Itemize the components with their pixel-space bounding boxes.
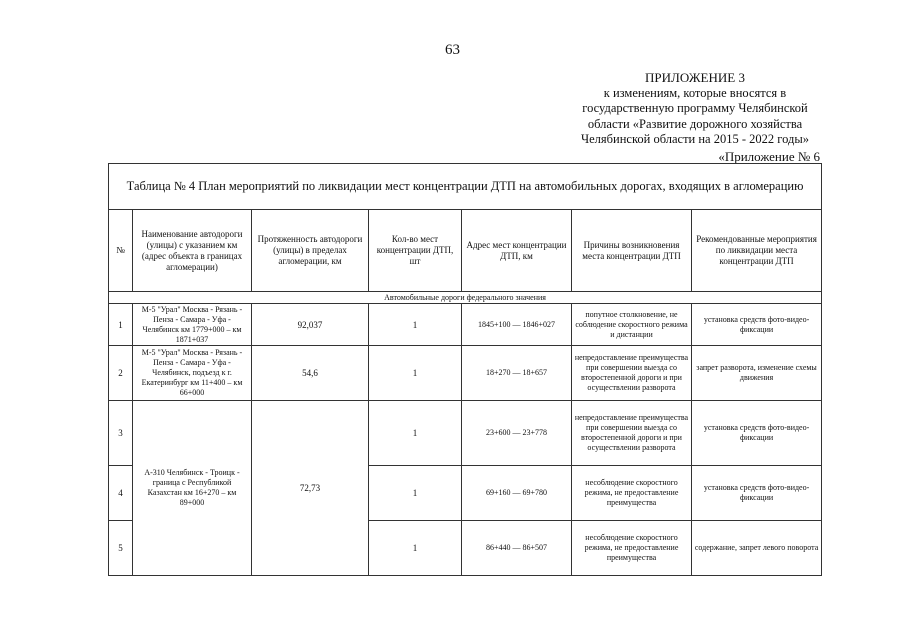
table-row: [109, 401, 822, 466]
page-number: 63: [445, 42, 460, 58]
column-header-number: №: [109, 210, 133, 292]
place-address: 1845+100 — 1846+027: [462, 304, 572, 346]
column-header-count: Кол-во мест концентрации ДТП, шт: [369, 210, 462, 292]
recommended-measure: установка средств фото-видео-фиксации: [692, 401, 822, 466]
table-header-row: [109, 210, 822, 292]
place-address: 18+270 — 18+657: [462, 346, 572, 401]
recommended-measure: установка средств фото-видео-фиксации: [692, 304, 822, 346]
accident-cause: попутное столкновение, не соблюдение скоростного режима и дистанции: [572, 304, 692, 346]
column-header-measure: Рекомендованные мероприятия по ликвидации места концентрации ДТП: [692, 210, 822, 292]
road-length-merged: 72,73: [252, 401, 369, 576]
accident-cause: непредоставление преимущества при совершении выезда со второстепенной дороги и при осуществлении разворота: [572, 401, 692, 466]
row-number: 4: [109, 466, 133, 521]
row-number: 1: [109, 304, 133, 346]
place-address: 23+600 — 23+778: [462, 401, 572, 466]
recommended-measure: содержание, запрет левого поворота: [692, 521, 822, 576]
column-header-cause: Причины возникновения места концентрации ДТП: [572, 210, 692, 292]
place-count: 1: [369, 466, 462, 521]
place-address: 69+160 — 69+780: [462, 466, 572, 521]
road-length: 54,6: [252, 346, 369, 401]
row-number: 2: [109, 346, 133, 401]
table-row: [109, 304, 822, 346]
table-row: [109, 346, 822, 401]
measures-table: [108, 163, 822, 576]
place-count: 1: [369, 346, 462, 401]
column-header-road: Наименование автодороги (улицы) с указанием км (адрес объекта в границах агломерации): [133, 210, 252, 292]
column-header-length: Протяженность автодороги (улицы) в пределах агломерации, км: [252, 210, 369, 292]
road-length: 92,037: [252, 304, 369, 346]
appendix-line: области «Развитие дорожного хозяйства: [587, 116, 803, 131]
appendix-line: к изменениям, которые вносятся в: [603, 85, 787, 100]
column-header-address: Адрес мест концентрации ДТП, км: [462, 210, 572, 292]
table-caption: Таблица № 4 План мероприятий по ликвидации мест концентрации ДТП на автомобильных дорогах, входящих в агломерацию: [109, 164, 822, 210]
section-title: Автомобильные дороги федерального значения: [109, 292, 822, 304]
appendix-reference: «Приложение № 6: [718, 149, 820, 164]
place-address: 86+440 — 86+507: [462, 521, 572, 576]
recommended-measure: установка средств фото-видео-фиксации: [692, 466, 822, 521]
road-name: М-5 "Урал" Москва - Рязань - Пенза - Самара - Уфа - Челябинск км 1779+000 – км 1871+037: [133, 304, 252, 346]
row-number: 5: [109, 521, 133, 576]
recommended-measure: запрет разворота, изменение схемы движения: [692, 346, 822, 401]
accident-cause: непредоставление преимущества при совершении выезда со второстепенной дороги и при осуществлении разворота: [572, 346, 692, 401]
appendix-header: [570, 70, 820, 148]
accident-cause: несоблюдение скоростного режима, не предоставление преимущества: [572, 521, 692, 576]
place-count: 1: [369, 521, 462, 576]
place-count: 1: [369, 401, 462, 466]
place-count: 1: [369, 304, 462, 346]
section-row: [109, 292, 822, 304]
row-number: 3: [109, 401, 133, 466]
appendix-title: ПРИЛОЖЕНИЕ 3: [645, 70, 745, 85]
road-name: М-5 "Урал" Москва - Рязань - Пенза - Самара - Уфа - Челябинск, подъезд к г. Екатеринбург км 11+400 – км 66+000: [133, 346, 252, 401]
appendix-line: государственную программу Челябинской: [582, 101, 808, 115]
appendix-line: Челябинской области на 2015 - 2022 годы»: [581, 132, 809, 146]
road-name-merged: А-310 Челябинск - Троицк - граница с Республикой Казахстан км 16+270 – км 89+000: [133, 401, 252, 576]
accident-cause: несоблюдение скоростного режима, не предоставление преимущества: [572, 466, 692, 521]
